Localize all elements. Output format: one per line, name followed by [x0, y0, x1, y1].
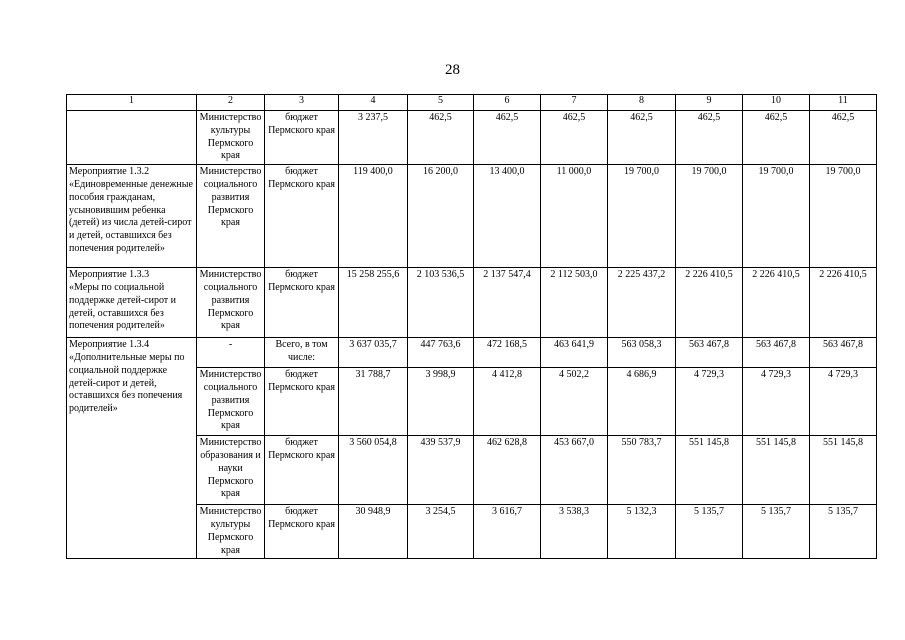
value-cell: 11 000,0	[541, 165, 608, 268]
value-cell: 462,5	[541, 111, 608, 165]
value-cell: 19 700,0	[608, 165, 676, 268]
activity-cell	[67, 338, 197, 559]
value-cell: 2 226 410,5	[743, 268, 810, 338]
activity-cell	[67, 165, 197, 268]
activity-description: «Дополнительные меры по социальной поддержке детей-сирот и детей, оставшихся без попечения родителей»	[69, 351, 185, 415]
value-cell: 30 948,9	[339, 505, 408, 559]
value-cell: 2 112 503,0	[541, 268, 608, 338]
value-cell: 4 686,9	[608, 368, 676, 436]
executor-cell: Министерство социального развития Пермского края	[197, 368, 265, 436]
executor-cell: Министерство социального развития Пермского края	[197, 165, 265, 268]
value-cell: 3 237,5	[339, 111, 408, 165]
value-cell: 2 137 547,4	[474, 268, 541, 338]
source-cell: Всего, в том числе:	[265, 338, 339, 368]
column-header: 10	[743, 95, 810, 111]
column-header: 5	[408, 95, 474, 111]
source-cell: бюджет Пермского края	[265, 436, 339, 505]
value-cell: 2 226 410,5	[810, 268, 877, 338]
value-cell: 5 132,3	[608, 505, 676, 559]
value-cell: 453 667,0	[541, 436, 608, 505]
column-header: 4	[339, 95, 408, 111]
value-cell: 4 729,3	[810, 368, 877, 436]
value-cell: 3 560 054,8	[339, 436, 408, 505]
source-cell: бюджет Пермского края	[265, 268, 339, 338]
value-cell: 119 400,0	[339, 165, 408, 268]
table-row	[67, 165, 877, 268]
column-header: 6	[474, 95, 541, 111]
value-cell: 5 135,7	[676, 505, 743, 559]
value-cell: 551 145,8	[743, 436, 810, 505]
value-cell: 19 700,0	[676, 165, 743, 268]
table-row	[67, 338, 877, 368]
value-cell: 551 145,8	[810, 436, 877, 505]
column-header: 8	[608, 95, 676, 111]
column-header: 3	[265, 95, 339, 111]
activity-cell	[67, 268, 197, 338]
header-row	[67, 95, 877, 111]
activity-description: «Меры по социальной поддержке детей-сирот и детей, оставшихся без попечения родителей»	[69, 281, 177, 332]
value-cell: 3 637 035,7	[339, 338, 408, 368]
value-cell: 19 700,0	[810, 165, 877, 268]
value-cell: 462,5	[474, 111, 541, 165]
value-cell: 462,5	[676, 111, 743, 165]
value-cell: 563 467,8	[676, 338, 743, 368]
value-cell: 13 400,0	[474, 165, 541, 268]
value-cell: 3 538,3	[541, 505, 608, 559]
value-cell: 439 537,9	[408, 436, 474, 505]
table-row	[67, 268, 877, 338]
value-cell: 447 763,6	[408, 338, 474, 368]
value-cell: 462 628,8	[474, 436, 541, 505]
value-cell: 19 700,0	[743, 165, 810, 268]
value-cell: 472 168,5	[474, 338, 541, 368]
activity-number: Мероприятие 1.3.4	[69, 339, 150, 351]
value-cell: 31 788,7	[339, 368, 408, 436]
activity-number: Мероприятие 1.3.3	[69, 269, 150, 281]
value-cell: 5 135,7	[810, 505, 877, 559]
value-cell: 551 145,8	[676, 436, 743, 505]
value-cell: 463 641,9	[541, 338, 608, 368]
executor-cell: -	[197, 338, 265, 368]
activity-number: Мероприятие 1.3.2	[69, 166, 150, 178]
executor-cell: Министерство культуры Пермского края	[197, 111, 265, 165]
executor-cell: Министерство культуры Пермского края	[197, 505, 265, 559]
activity-cell	[67, 111, 197, 165]
value-cell: 2 226 410,5	[676, 268, 743, 338]
value-cell: 3 254,5	[408, 505, 474, 559]
value-cell: 4 412,8	[474, 368, 541, 436]
value-cell: 2 225 437,2	[608, 268, 676, 338]
table-row	[67, 111, 877, 165]
value-cell: 462,5	[408, 111, 474, 165]
column-header: 7	[541, 95, 608, 111]
source-cell: бюджет Пермского края	[265, 165, 339, 268]
activity-description: «Единовременные денежные пособия гражданам, усыновившим ребенка (детей) из числа детей-сирот и детей, оставшихся без попечения родителей»	[69, 178, 193, 254]
value-cell: 462,5	[810, 111, 877, 165]
value-cell: 563 467,8	[810, 338, 877, 368]
value-cell: 4 729,3	[743, 368, 810, 436]
source-cell: бюджет Пермского края	[265, 111, 339, 165]
column-header: 1	[67, 95, 197, 111]
value-cell: 4 502,2	[541, 368, 608, 436]
budget-table	[66, 94, 877, 559]
value-cell: 4 729,3	[676, 368, 743, 436]
source-cell: бюджет Пермского края	[265, 368, 339, 436]
value-cell: 3 998,9	[408, 368, 474, 436]
page-number: 28	[445, 62, 460, 78]
value-cell: 563 467,8	[743, 338, 810, 368]
column-header: 9	[676, 95, 743, 111]
value-cell: 3 616,7	[474, 505, 541, 559]
executor-cell: Министерство образования и науки Пермского края	[197, 436, 265, 505]
value-cell: 462,5	[608, 111, 676, 165]
column-header: 11	[810, 95, 877, 111]
column-header: 2	[197, 95, 265, 111]
value-cell: 550 783,7	[608, 436, 676, 505]
value-cell: 462,5	[743, 111, 810, 165]
value-cell: 5 135,7	[743, 505, 810, 559]
source-cell: бюджет Пермского края	[265, 505, 339, 559]
value-cell: 16 200,0	[408, 165, 474, 268]
value-cell: 15 258 255,6	[339, 268, 408, 338]
value-cell: 563 058,3	[608, 338, 676, 368]
executor-cell: Министерство социального развития Пермского края	[197, 268, 265, 338]
value-cell: 2 103 536,5	[408, 268, 474, 338]
